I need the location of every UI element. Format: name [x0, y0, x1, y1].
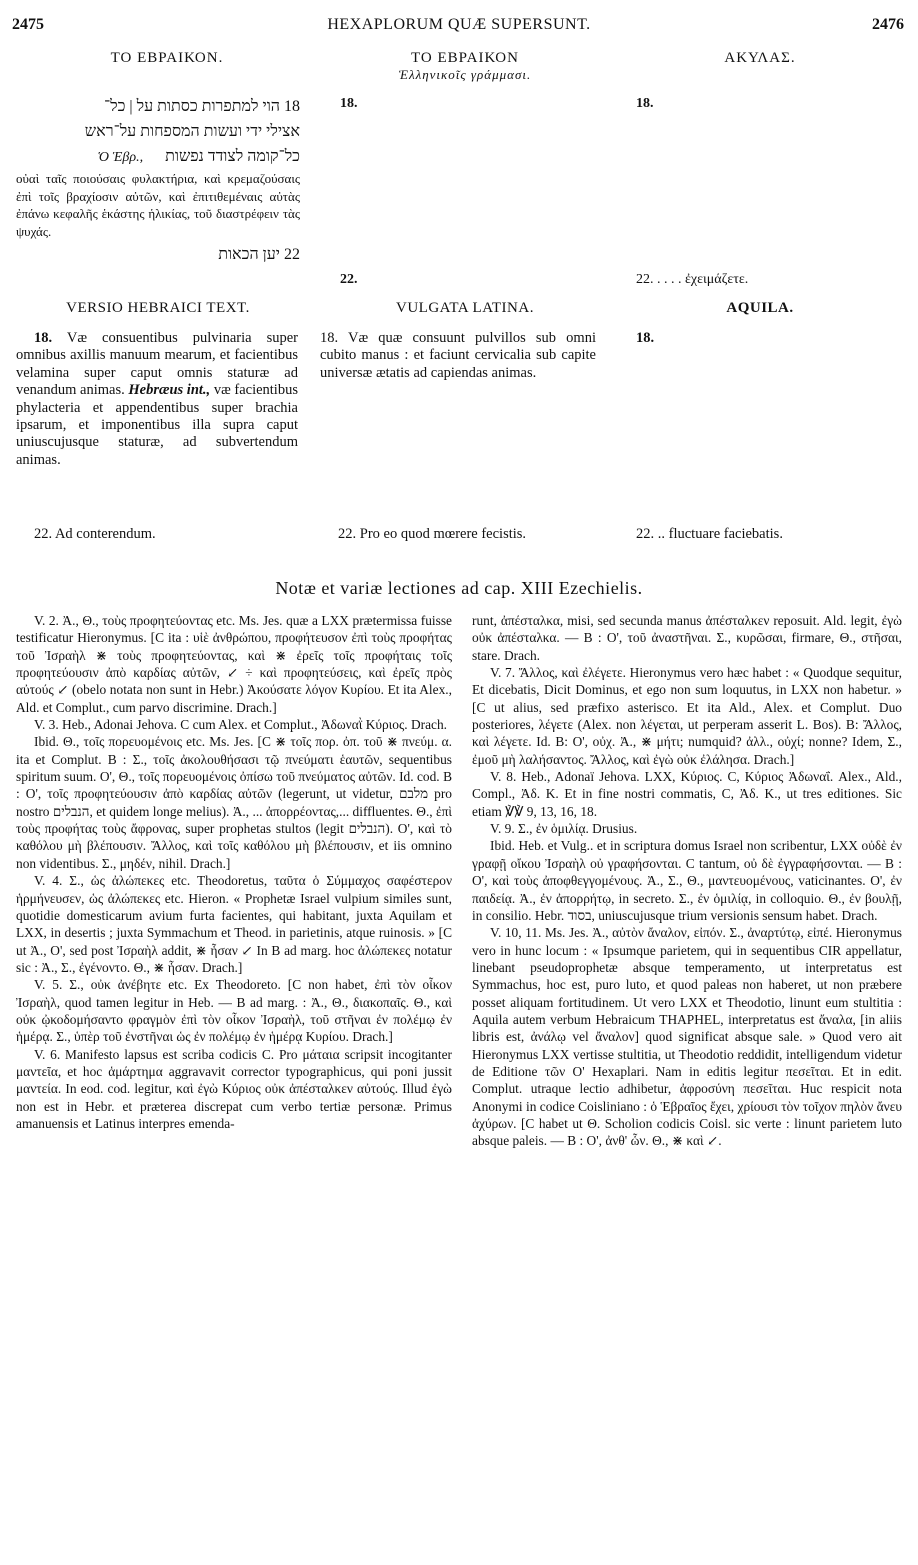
hebrew-line-1: 18 הוי למתפרות כסתות על | כל־ — [103, 98, 300, 115]
running-head — [0, 16, 918, 40]
hebrew-block — [16, 94, 300, 267]
header-versio-hebraici: VERSIO HEBRAICI TEXT. — [66, 300, 250, 316]
latin-col1-v18-text-a: Væ consuentibus pulvinaria super omnibus axillis manuum mearum, et facientibus velamina super caput omnis staturæ ad venandum animas. — [16, 330, 298, 399]
col2-greek-v18: 18. — [340, 96, 358, 111]
running-title: HEXAPLORUM QUÆ SUPERSUNT. — [327, 16, 591, 33]
latin-col1-hebraeus-label: Hebræus int., — [128, 382, 211, 399]
hebrew-line-3-text: כל־קומה לצודד נפשות — [165, 148, 300, 165]
hebraeus-siglum: Ὁ Ἑβρ., — [97, 150, 144, 165]
latin-col1-v18-text-b: væ facientibus phylacteria et appendentibus super brachia ipsarum, et imponentibus illa supra caput uniuscujusque staturæ, ad subvertendum animas. — [16, 382, 298, 468]
note-v6-cont: runt, ἀπέσταλκα, misi, sed secunda manus ἀπέσταλκεν reposuit. Ald. legit, ἐγὼ οὐκ ἀπέσταλκα. — B : Ο', τοῦ ἀναστῆναι. Σ., κυρῶσαι, firmare, Θ., στῆσαι, stare. Drach. — [472, 613, 902, 663]
note-v8: V. 8. Heb., Adonaï Jehova. LXX, Κύριος. C, Κύριος Ἀδωναΐ. Alex., Ald., Compl., Ἀδ. Κ. Et in fine nostri commatis, C, Ἀδ. Κ., ut tres editiones. Sic etiam ℣℣ 9, 13, 16, 18. — [472, 769, 902, 819]
note-v3: V. 3. Heb., Adonai Jehova. C cum Alex. et Complut., Ἀδωναῒ Κύριος. Drach. — [34, 717, 448, 733]
header-aquila-greek: ΑΚΥΛΑΣ. — [724, 50, 796, 66]
hebrew-line-3 — [16, 144, 300, 170]
note-v10-11: V. 10, 11. Ms. Jes. Ἀ., αὐτὸν ἄναλον, εἰπόν. Σ., ἀναρτύτῳ, εἰπέ. Hieronymus vero in hunc locum : « Ipsumque parietem, qui in sequentibus CIR appellatur, linebant pseudoprophetæ absque temperamento, ut interpretatus est Symmachus, hoc est, puro luto, et quod paleas non haberet, ut non præbere posset aliquam fortitudinem. Ut vero LXX et Theodotio, linunt eum stultitia : Aquila autem verbum Hebraicum THAPHEL, interpretatus est ἄναλα, [in aliis libris est, ἀνάλῳ vel ἄναλον] quod significat absque sale. » Quod vero ait Hieronymus LXX vertisse stultitia, ut Theodotio reddidit, intelligendum videtur de Editione τῶν Ο' Hexaplari. Nam in editis legitur πεσεῖται. Et in edit. Complut. utraque lectio adhibetur, ἀφροσύνη πεσεῖται. Huc respicit nota Anonymi in codice Coisliniano : ὁ Ἑβραῖος ἔχει, χρίουσι τὸν τοῖχον πηλὸν ἄνευ ἀχύρων. [C habet ut Θ. Scholion codicis Coisl. sic verte : linunt parietem luto absque paleis. — B : Ο', ἀνθ' ὧν. Θ., ⋇ καὶ ↙. — [472, 925, 902, 1149]
hebrew-line-2: אצילי ידי ועשות המספחות על־ראש — [84, 123, 300, 140]
latin-col1-v22: 22. Ad conterendum. — [34, 526, 156, 542]
latin-col3-v22: 22. .. fluctuare faciebatis. — [636, 526, 783, 542]
header-hebrew-greek-subtitle: Ἑλληνικοῖς γράμμασι. — [398, 67, 532, 82]
note-v2: V. 2. Ἀ., Θ., τοὺς προφητεύοντας etc. Ms. Jes. quæ a LXX prætermissa fuisse testificatur Hieronymus. [C ita : υἱὲ ἀνθρώπου, προφήτευσον ἐπὶ τοὺς προφήτας τοῦ Ἰσραὴλ ⋇ τοὺς προφητεύοντας, καὶ ⋇ ἐρεῖς τοῖς προφήταις τοῖς προφητεύουσιν ἀπὸ καρδίας αὐτῶν, ↙ ÷ καὶ προφητεύσεις, καὶ ἐρεῖς πρὸς αὐτούς ↙ (obelo notata non sunt in Hebr.) Ἀκούσατε λόγον Κυρίου. Et ita Alex., Ald. et Complut., cum parvo discrimine. Drach.] — [16, 613, 452, 715]
latin-col2-v22: 22. Pro eo quod mœrere fecistis. — [338, 526, 527, 542]
latin-col3-v18: 18. — [636, 330, 655, 346]
header-hebrew-text: ΤΟ ΕΒΡΑΙΚΟΝ. — [110, 50, 224, 66]
note-v9: V. 9. Σ., ἐν ὁμιλίᾳ. Drusius. — [490, 821, 638, 837]
page-number-right: 2476 — [872, 16, 904, 33]
note-v9-ibid: Ibid. Heb. et Vulg.. et in scriptura domus Israel non scribentur, LXX οὐδὲ ἐν γραφῇ οἴκου Ἰσραὴλ οὐ γραφήσονται. C tantum, οὐ δὲ ἐγγραφήσονται. — B : Ο', καὶ τοὺς ἀποφθεγγομένους. Ἀ., Σ., Θ., μαντευομένους, vaticinantes. Ο', ἐν παιδείᾳ. Ἀ., ἐν ἀπορρήτῳ, in secreto. Σ., ἐν ὁμιλίᾳ, in colloquio. Θ., ἐν βουλῇ, in consilio. Hebr. בסוד, uniuscujusque trium versionis sensum habet. Drach. — [472, 838, 902, 923]
note-v4: V. 4. Σ., ὡς ἀλώπεκες etc. Theodoretus, ταῦτα ὁ Σύμμαχος σαφέστερον ἡρμήνευσεν, ὡς ἀλώπεκες etc. Hieron. « Prophetæ Israel vulpium similes sunt, quotidie domesticarum avium furta facientes, qui habitant, juxta Aquilam et LXX, in desertis ; juxta Symmachum et Theod. in parietinis, atque ruinosis. » [C ut Ἀ., Ο', sed post Ἰσραὴλ addit, ⋇ ἦσαν ↙ In B ad marg. hoc ἀλώπεκες notatur sic : Ἀ., Σ., ἐγένοντο. Θ., ⋇ ἦσαν. Drach.] — [16, 873, 452, 975]
header-hebrew-greek-title: ΤΟ ΕΒΡΑΙΚΟΝ — [411, 50, 519, 66]
header-hebrew-greek-letters — [320, 50, 610, 83]
note-v5: V. 5. Σ., οὐκ ἀνέβητε etc. Ex Theodoreto. [C non habet, ἐπὶ τὸν οἶκον Ἰσραὴλ, quod tamen legitur in Heb. — B ad marg. : Ἀ., Θ., διακοπαῖς. Θ., καὶ οὐκ ᾠκοδομήσαντο φραγμὸν ἐπὶ τὸν οἶκον Ἰσραὴλ, τοῦ στῆναι ἐν πολέμῳ ἐν ἡμέρᾳ. Σ., ὑπὲρ τοῦ ἐνστῆναι ὡς ἐν πολέμῳ ἐν ἡμέρᾳ Κυρίου. Drach.] — [16, 977, 452, 1045]
note-v7: V. 7. Ἄλλος, καὶ ἐλέγετε. Hieronymus vero hæc habet : « Quodque sequitur, Et dicebatis, Dicit Dominus, et ego non sum loquutus, in LXX non habetur. » [C ut alius, sed præfixo asterisco. Et ita Ald., Alex. et Complut. Duo posteriores, λέγετε (Alex. non λέγεται, ut perperam asserit L. Bos). B: Ἄλλος, καὶ λέγετε. Id. B: Ο', οὐχ. Ἀ., ⋇ μήτι; numquid? ἀλλ., οὐχί; nonne? Idem, Σ., ἐμοῦ μὴ λαλήσαντος. Ἄλλος, καὶ ἐγὼ οὐκ ἐλάλησα. Drach.] — [472, 665, 902, 767]
col2-greek-v22: 22. — [340, 272, 358, 287]
note-v3-ibid: Ibid. Θ., τοῖς πορευομένοις etc. Ms. Jes. [C ⋇ τοῖς πορ. ὀπ. τοῦ ⋇ πνεύμ. α. ita et Complut. B : Σ., τοῖς ἀκολουθήσασι τῷ πνεύματι ἑαυτῶν, sequentibus spiritum suum. Ο', Θ., τοῖς πορευομένοις ὀπίσω τοῦ πνεύματος αὐτῶν. Id. cod. B : Ο', τοῖς προφητεύουσιν ἀπὸ καρδίας αὐτῶν (legerunt, ut videtur, מלבם pro nostro הנבלים, et quidem longe melius). Ἀ., ... ἀπορρέοντας,... diffluentes. Θ., ἐπὶ τοὺς προφήτας τοὺς ἄφρονας, super prophetas stultos (legit הנבלים). Ο', καὶ τὸ καθόλου μὴ βλέπουσιν. Ἄλλος, καὶ τοῖς καθόλου μὴ βλέπουσιν, et iis omnino non videntibus. Σ., μηδέν, nihil. Drach.] — [16, 734, 452, 871]
notes-left-column — [16, 612, 452, 1132]
hebraeus-greek-text: οὐαὶ ταῖς ποιούσαις φυλακτήρια, καὶ κρεμαζούσαις ἐπὶ τοῖς βραχίοσιν αὐτῶν, καὶ ἐπιτιθεμέναις αὐτὰς ἐπάνω κεφαλῆς ἑκάστης ἡλικίας, τοῦ διαστρέφειν τὰς ψυχάς. — [16, 171, 300, 239]
hebrew-line-22: 22 יען הכאות — [218, 246, 300, 263]
notes-title: Notæ et variæ lectiones ad cap. XIII Ezechielis. — [275, 578, 643, 598]
note-v6: V. 6. Manifesto lapsus est scriba codicis C. Pro μάταια scripsit incogitanter μαντεῖα, et hoc ἁμάρτημα aggravavit corrector typographicus, qui poni jussit μαντεία. In eod. cod. legitur, καὶ ἐγὼ Κύριος οὐκ ἀπέσταλκεν αὐτούς. Illud ἐγὼ non est in Hebr. et præterea discrepat cum verbo tertiæ personæ. Primus amanuensis et Latinus interpres emenda- — [16, 1046, 452, 1131]
latin-col1-v18 — [16, 330, 298, 469]
header-aquila-latin: AQUILA. — [726, 300, 794, 316]
latin-col1-v18-num: 18. — [34, 330, 53, 346]
header-vulgata-latina: VULGATA LATINA. — [396, 300, 534, 316]
latin-col2-v18: 18. Væ quæ consuunt pulvillos sub omni cubito manus : et faciunt cervicalia sub capite universæ ætatis ad capiendas animas. — [320, 330, 596, 381]
col3-greek-v18: 18. — [636, 96, 654, 111]
page-number-left: 2475 — [12, 16, 44, 33]
col3-greek-v22: 22. . . . . ἐχειμάζετε. — [636, 272, 749, 287]
notes-right-column — [472, 612, 902, 1150]
